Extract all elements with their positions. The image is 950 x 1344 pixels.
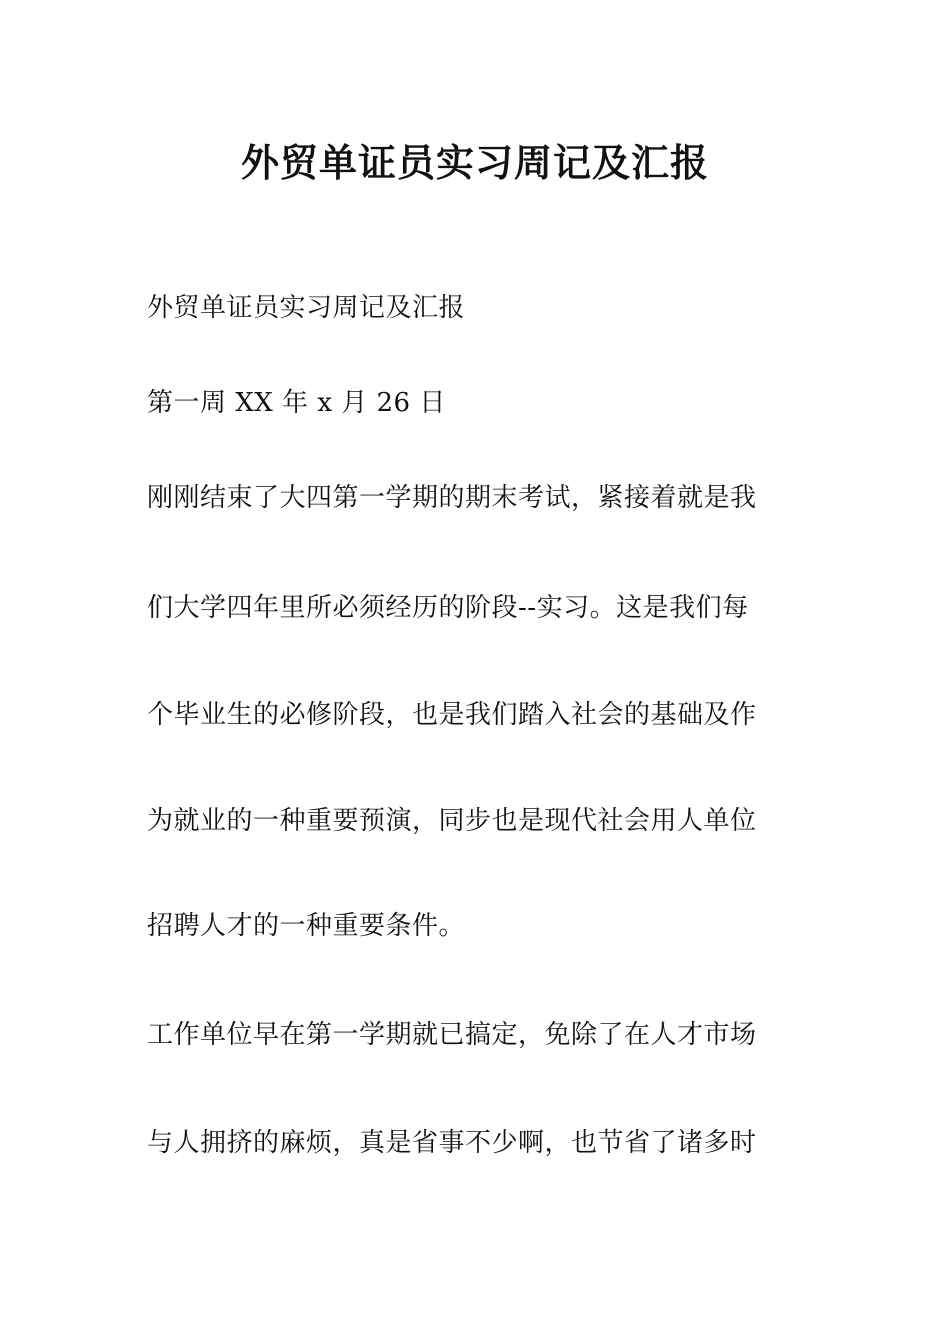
text-line-date: 第一周 XX 年 x 月 26 日 xyxy=(147,388,446,418)
text-line: 与人拥挤的麻烦，真是省事不少啊，也节省了诸多时 xyxy=(147,1128,757,1158)
text-line: 刚刚结束了大四第一学期的期末考试，紧接着就是我 xyxy=(147,483,757,513)
text-line: 招聘人才的一种重要条件。 xyxy=(147,911,466,941)
document-title: 外贸单证员实习周记及汇报 xyxy=(240,140,709,185)
text-line: 们大学四年里所必须经历的阶段--实习。这是我们每 xyxy=(147,593,749,623)
text-line: 个毕业生的必修阶段，也是我们踏入社会的基础及作 xyxy=(147,700,757,730)
text-line-subtitle: 外贸单证员实习周记及汇报 xyxy=(147,293,466,323)
text-line: 工作单位早在第一学期就已搞定，免除了在人才市场 xyxy=(147,1020,757,1050)
text-line: 为就业的一种重要预演，同步也是现代社会用人单位 xyxy=(147,806,757,836)
